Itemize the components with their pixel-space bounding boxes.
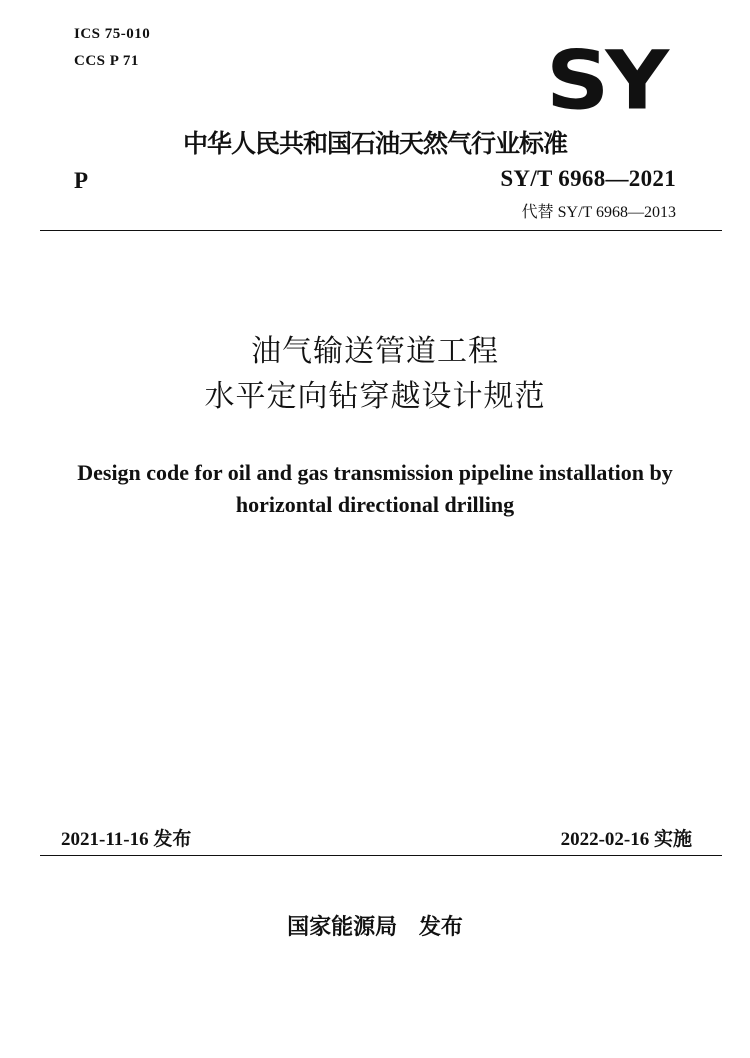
ics-code: ICS 75-010	[74, 26, 151, 42]
chinese-title-line-2: 水平定向钻穿越设计规范	[204, 379, 546, 414]
implementation-label: 实施	[653, 828, 692, 850]
issue-date	[61, 824, 191, 851]
issue-date-value: 2021-11-16	[61, 829, 149, 850]
publisher: 国家能源局 发布	[287, 915, 463, 940]
classification-letter: P	[74, 168, 89, 193]
sy-logo: SY	[546, 32, 666, 128]
issue-label: 发布	[153, 828, 192, 850]
implementation-date	[561, 824, 692, 851]
implementation-date-value: 2022-02-16	[560, 829, 650, 850]
ccs-code: CCS P 71	[74, 53, 139, 69]
replaces-standard: 代替 SY/T 6968—2013	[521, 204, 676, 221]
english-title-line-1: Design code for oil and gas transmission pipeline installation by	[77, 460, 673, 485]
chinese-title-line-1: 油气输送管道工程	[251, 334, 499, 369]
bottom-divider	[40, 855, 722, 856]
standard-category: 中华人民共和国石油天然气行业标准	[182, 129, 567, 158]
top-divider	[40, 230, 722, 231]
english-title-line-2: horizontal directional drilling	[235, 492, 515, 517]
standard-number: SY/T 6968—2021	[500, 166, 676, 191]
